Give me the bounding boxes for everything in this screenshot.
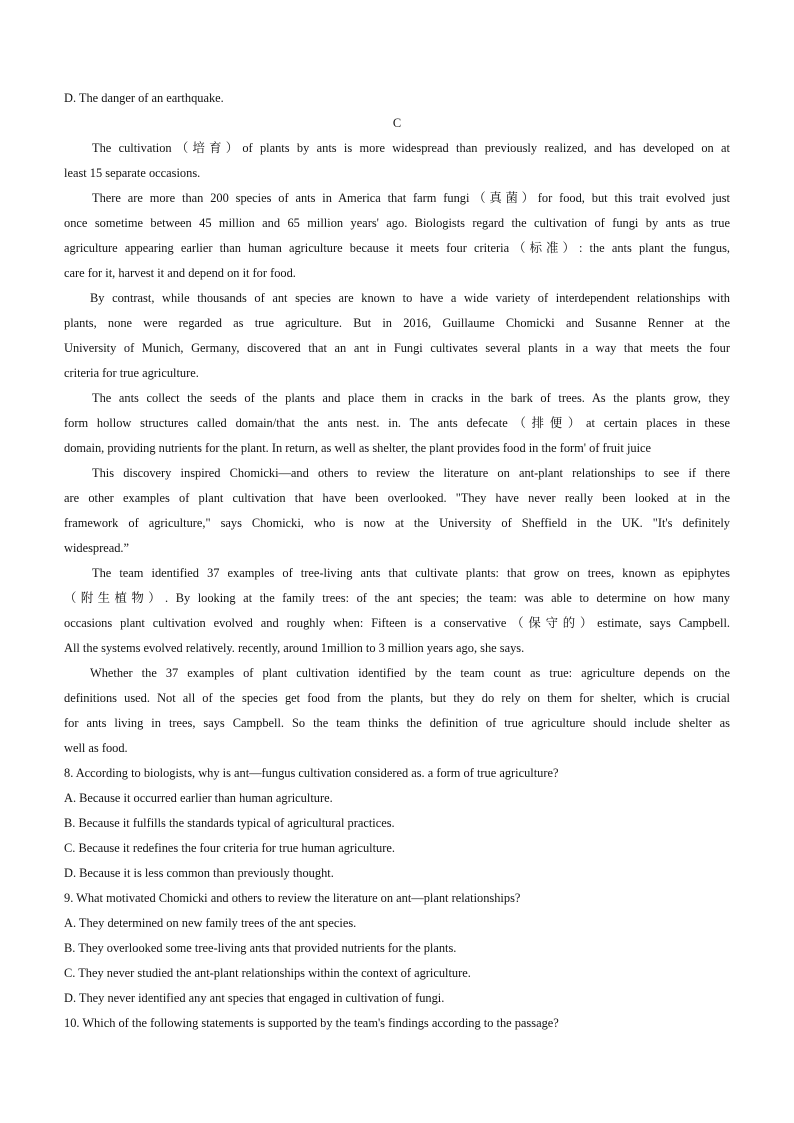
answer-option: A. Because it occurred earlier than human agriculture. [64, 791, 333, 805]
paragraph-line: criteria for true agriculture. [64, 366, 199, 380]
paragraph-line: Whether the 37 examples of plant cultivation identified by the team count as true: agriculture depends on the [90, 666, 730, 680]
paragraph-line: care for it, harvest it and depend on it for food. [64, 266, 296, 280]
answer-option: B. Because it fulfills the standards typical of agricultural practices. [64, 816, 395, 830]
paragraph-line: There are more than 200 species of ants in America that farm fungi（真菌）for food, but this trait evolved just [92, 191, 730, 205]
question-list [64, 761, 730, 1036]
passage-paragraph [64, 561, 730, 661]
paragraph-line: for ants living in trees, says Campbell. So the team thinks the definition of true agriculture should include shelter as [64, 716, 730, 730]
passage-paragraph [64, 386, 730, 461]
paragraph-line: This discovery inspired Chomicki—and others to review the literature on ant-plant relationships to see if there [92, 466, 730, 480]
answer-option: D. They never identified any ant species that engaged in cultivation of fungi. [64, 991, 445, 1005]
answer-option: C. They never studied the ant-plant relationships within the context of agriculture. [64, 966, 471, 980]
passage-body [64, 136, 730, 761]
question-stem: 10. Which of the following statements is supported by the team's findings according to the passage? [64, 1016, 559, 1030]
passage-paragraph [64, 461, 730, 561]
paragraph-line: The cultivation（培育）of plants by ants is more widespread than previously realized, and has developed on at [92, 141, 730, 155]
paragraph-line: definitions used. Not all of the species get food from the plants, but they do rely on them for shelter, which is crucial [64, 691, 730, 705]
paragraph-line: widespread.” [64, 541, 130, 555]
paragraph-line: The team identified 37 examples of tree-living ants that cultivate plants: that grow on trees, known as epiphytes [92, 566, 730, 580]
answer-option: B. They overlooked some tree-living ants that provided nutrients for the plants. [64, 941, 457, 955]
answer-option: C. Because it redefines the four criteria for true human agriculture. [64, 841, 395, 855]
paragraph-line: once sometime between 45 million and 65 million years' ago. Biologists regard the cultivation of fungi by ants as true [64, 216, 730, 230]
passage-paragraph [64, 186, 730, 286]
paragraph-line: framework of agriculture," says Chomicki, who is now at the University of Sheffield in the UK. "It's definitely [64, 516, 730, 530]
paragraph-line: are other examples of plant cultivation that have been overlooked. "They have never really been looked at in the [64, 491, 730, 505]
passage-paragraph [64, 136, 730, 186]
question-stem: 8. According to biologists, why is ant—fungus cultivation considered as. a form of true agriculture? [64, 766, 559, 780]
previous-question-option-d: D. The danger of an earthquake. [64, 91, 224, 105]
paragraph-line: form hollow structures called domain/that the ants nest. in. The ants defecate（排便）at certain places in these [64, 416, 730, 430]
question-stem: 9. What motivated Chomicki and others to review the literature on ant—plant relationships? [64, 891, 521, 905]
paragraph-line: plants, none were regarded as true agriculture. But in 2016, Guillaume Chomicki and Susanne Renner at the [64, 316, 730, 330]
paragraph-line: domain, providing nutrients for the plant. In return, as well as shelter, the plant provides food in the form' of fruit juice [64, 441, 652, 455]
paragraph-line: （附生植物）. By looking at the family trees: of the ant species; the team: was able to determine on how many [64, 591, 730, 605]
paragraph-line: least 15 separate occasions. [64, 166, 201, 180]
exam-page [64, 86, 730, 1036]
answer-option: A. They determined on new family trees of the ant species. [64, 916, 357, 930]
passage-paragraph [64, 661, 730, 761]
paragraph-line: agriculture appearing earlier than human agriculture because it meets four criteria（标准）: the ants plant the fungus, [64, 241, 730, 255]
paragraph-line: The ants collect the seeds of the plants and place them in cracks in the bark of trees. As the plants grow, they [92, 391, 730, 405]
passage-paragraph [64, 286, 730, 386]
paragraph-line: All the systems evolved relatively. recently, around 1million to 3 million years ago, she says. [64, 641, 525, 655]
answer-option: D. Because it is less common than previously thought. [64, 866, 334, 880]
question-block [64, 761, 730, 886]
paragraph-line: University of Munich, Germany, discovered that an ant in Fungi cultivates several plants in a way that meets the four [64, 341, 730, 355]
paragraph-line: well as food. [64, 741, 128, 755]
question-block [64, 1011, 730, 1036]
passage-section-label: C [392, 116, 402, 130]
question-block [64, 886, 730, 1011]
paragraph-line: occasions plant cultivation evolved and roughly when: Fifteen is a conservative（保守的）estimate, says Campbell. [64, 616, 730, 630]
paragraph-line: By contrast, while thousands of ant species are known to have a wide variety of interdependent relationships with [90, 291, 730, 305]
